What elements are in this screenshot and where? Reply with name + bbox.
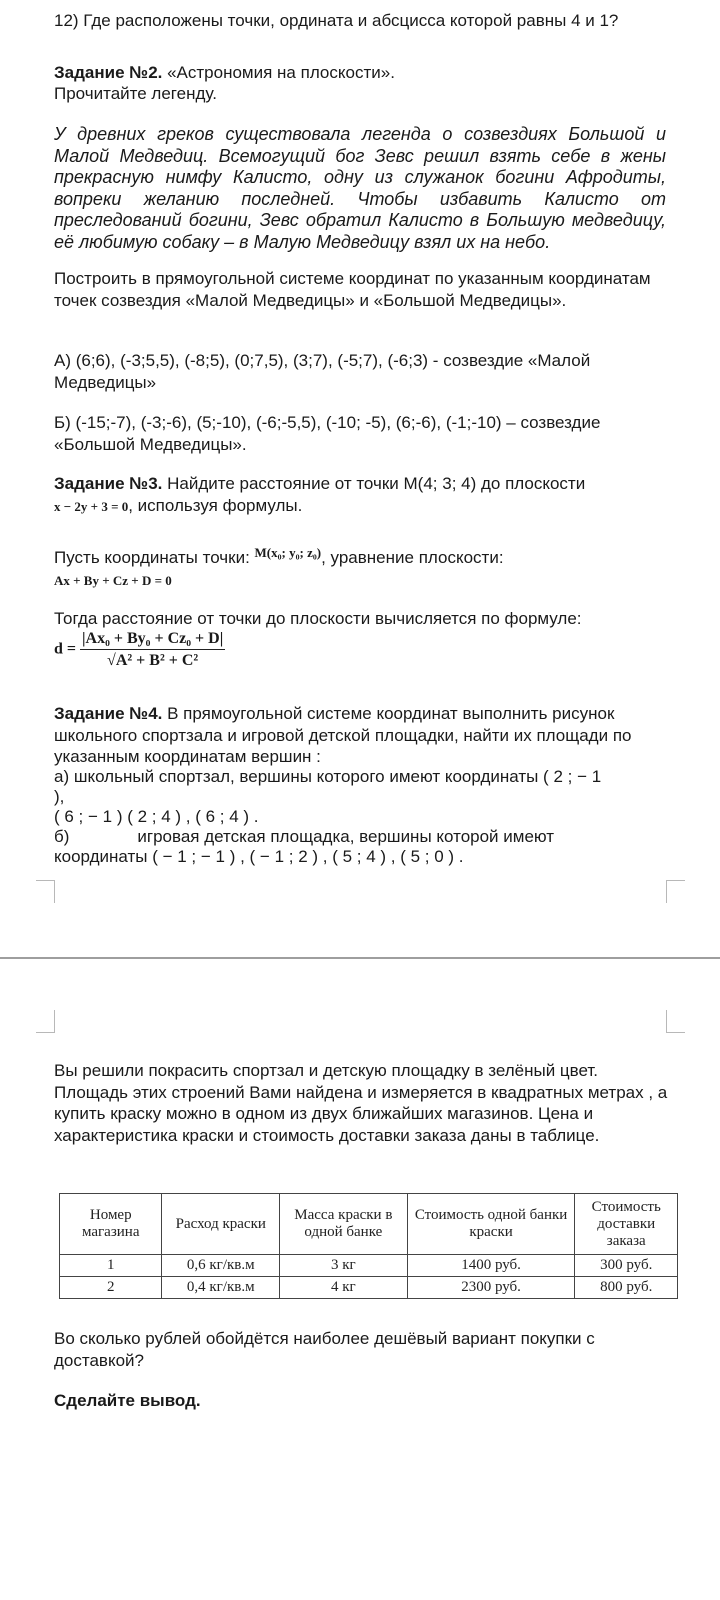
- page-corner-mark: [36, 1010, 55, 1033]
- task2-subtitle: «Астрономия на плоскости».: [162, 63, 395, 82]
- task2-legend: У древних греков существовала легенда о созвездиях Большой и Малой Медведиц. Всемогущий бог Зевс решил взять себе в жены прекрасную нимфу Калисто, одну из служанок богини Афродиты, вопреки желанию последней. Чтобы избавить Калисто от преследований богини, Зевс обратил Калисто в Большую медведицу, её любимую собаку – в Малую Медведицу взял их на небо.: [54, 124, 666, 252]
- task4-b-line1: [54, 826, 666, 848]
- paint-shops-table: [59, 1193, 678, 1299]
- task3-point: M(x₀; y₀; z₀): [254, 545, 322, 560]
- task4-heading: [54, 703, 666, 768]
- task2-instruction: Построить в прямоугольной системе координат по указанным координатам точек созвездия «Малой Медведицы» и «Большой Медведицы».: [54, 269, 651, 310]
- task4-a-line3: ( 6 ; − 1 ) ( 2 ; 4 ) , ( 6 ; 4 ) .: [54, 807, 259, 826]
- task4-b-line2: координаты ( − 1 ; − 1 ) , ( − 1 ; 2 ) , ( 5 ; 4 ) , ( 5 ; 0 ) .: [54, 847, 464, 866]
- task3-then: Тогда расстояние от точки до плоскости вычисляется по формуле:: [54, 609, 582, 628]
- table-row: [60, 1255, 678, 1277]
- task2-title: Задание №2.: [54, 63, 163, 82]
- task2-list-b: Б) (-15;-7), (-3;-6), (5;-10), (-6;-5,5), (-10; -5), (6;-6), (-1;-10) – созвездие «Большой Медведицы».: [54, 413, 601, 454]
- task2-heading: [54, 62, 666, 84]
- table-cell: 3 кг: [280, 1255, 408, 1277]
- task3-text2: , используя формулы.: [128, 495, 303, 515]
- table-cell: 300 руб.: [575, 1255, 678, 1277]
- table-header-cell: Стоимость доставки заказа: [575, 1194, 678, 1255]
- task4-a-line2: ),: [54, 787, 65, 806]
- task2-read: Прочитайте легенду.: [54, 84, 217, 103]
- paint-intro: Вы решили покрасить спортзал и детскую площадку в зелёный цвет. Площадь этих строений Вами найдена и измеряется в квадратных метрах , а купить краску можно в одном из двух ближайших магазинов. Цена и характеристика краски и стоимость доставки заказа даны в таблице.: [54, 1061, 668, 1145]
- formula-numerator: |Ax₀ + By₀ + Cz₀ + D|: [80, 630, 225, 650]
- task3-heading: [54, 473, 666, 517]
- table-cell: 0,6 кг/кв.м: [162, 1255, 280, 1277]
- page-corner-mark: [666, 1010, 685, 1033]
- task4-title: Задание №4.: [54, 704, 163, 723]
- task3-general-equation: Ax + By + Cz + D = 0: [54, 572, 172, 588]
- table-header-row: [60, 1194, 678, 1255]
- table-cell: 2: [60, 1277, 162, 1299]
- formula-lhs: d =: [54, 640, 81, 658]
- task3-title: Задание №3.: [54, 474, 163, 493]
- task4-text: В прямоугольной системе координат выполнить рисунок школьного спортзала и игровой детской площадки, найти их площади по указанным координатам вершин :: [54, 704, 632, 766]
- table-header-cell: Стоимость одной банки краски: [407, 1194, 575, 1255]
- page-break-divider: [0, 957, 720, 959]
- question-12: 12) Где расположены точки, ордината и абсцисса которой равны 4 и 1?: [54, 11, 619, 30]
- table-header-cell: Расход краски: [162, 1194, 280, 1255]
- table-cell: 4 кг: [280, 1277, 408, 1299]
- table-cell: 1: [60, 1255, 162, 1277]
- table-header-cell: Масса краски в одной банке: [280, 1194, 408, 1255]
- paint-conclusion: Сделайте вывод.: [54, 1391, 201, 1410]
- table-cell: 1400 руб.: [407, 1255, 575, 1277]
- task3-let-text: Пусть координаты точки:: [54, 548, 255, 567]
- distance-formula: [54, 630, 666, 670]
- task3-plane-equation: x − 2y + 3 = 0: [54, 498, 129, 514]
- table-header-cell: Номер магазина: [60, 1194, 162, 1255]
- paint-question: Во сколько рублей обойдётся наиболее дешёвый вариант покупки с доставкой?: [54, 1329, 595, 1370]
- table-cell: 800 руб.: [575, 1277, 678, 1299]
- formula-denominator: √A² + B² + C²: [107, 652, 199, 669]
- task4-b-text: игровая детская площадка, вершины которой имеют: [137, 827, 555, 846]
- task4-a-line1: а) школьный спортзал, вершины которого имеют координаты ( 2 ; − 1: [54, 767, 602, 786]
- task3-let2: , уравнение плоскости:: [321, 548, 504, 567]
- table-row: [60, 1277, 678, 1299]
- task2-list-a: А) (6;6), (-3;5,5), (-8;5), (0;7,5), (3;7), (-5;7), (-6;3) - созвездие «Малой Медведицы»: [54, 351, 591, 392]
- task3-let: [54, 542, 666, 591]
- formula-fraction: [80, 630, 225, 670]
- table-cell: 2300 руб.: [407, 1277, 575, 1299]
- page-corner-mark: [36, 880, 55, 903]
- task3-text: Найдите расстояние от точки М(4; 3; 4) до плоскости: [162, 474, 586, 493]
- page-corner-mark: [666, 880, 685, 903]
- table-cell: 0,4 кг/кв.м: [162, 1277, 280, 1299]
- task4-b-label: б): [54, 827, 70, 846]
